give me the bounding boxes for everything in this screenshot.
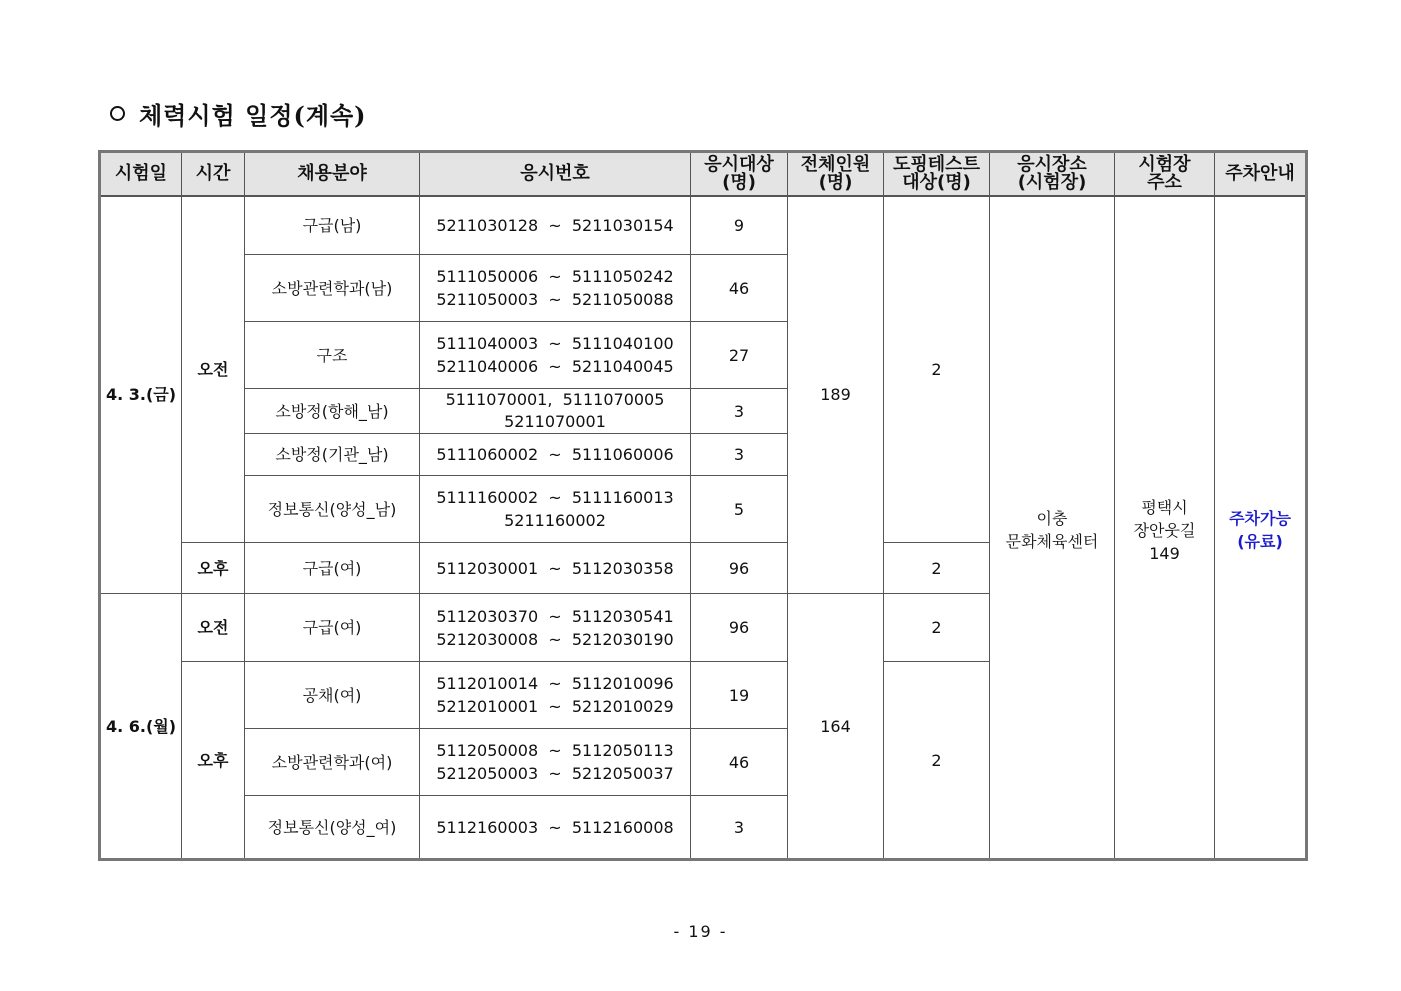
field-cell: 구급(여) — [245, 594, 420, 662]
field-cell: 구급(남) — [245, 196, 420, 255]
time-cell: 오전 — [182, 594, 245, 662]
field-cell: 소방관련학과(여) — [245, 729, 420, 796]
doping-count-cell: 2 — [884, 543, 990, 594]
section-heading — [110, 96, 367, 131]
circle-bullet-icon — [110, 106, 125, 121]
field-cell: 정보통신(양성_여) — [245, 796, 420, 860]
exam-date-cell: 4. 6.(월) — [100, 594, 182, 860]
header-venue: 응시장소 (시험장) — [990, 152, 1115, 196]
header-applicant-number: 응시번호 — [420, 152, 691, 196]
header-doping-count: 도핑테스트 대상(명) — [884, 152, 990, 196]
field-cell: 공채(여) — [245, 662, 420, 729]
table-row — [100, 196, 1307, 255]
field-cell: 정보통신(양성_남) — [245, 476, 420, 543]
number-range-cell: 5112010014 ~ 5112010096 5212010001 ~ 5212010029 — [420, 662, 691, 729]
header-field: 채용분야 — [245, 152, 420, 196]
number-range-cell: 5111050006 ~ 5111050242 5211050003 ~ 5211050088 — [420, 255, 691, 322]
count-cell: 3 — [691, 796, 788, 860]
field-cell: 소방관련학과(남) — [245, 255, 420, 322]
number-range-cell: 5111160002 ~ 5111160013 5211160002 — [420, 476, 691, 543]
section-title: 체력시험 일정(계속) — [139, 101, 367, 130]
count-cell: 96 — [691, 594, 788, 662]
count-cell: 3 — [691, 434, 788, 476]
time-cell: 오전 — [182, 196, 245, 543]
header-exam-date: 시험일 — [100, 152, 182, 196]
header-row — [100, 152, 1307, 196]
total-count-cell: 164 — [788, 594, 884, 860]
address-cell: 평택시 장안웃길 149 — [1115, 196, 1215, 860]
number-range-cell: 5112030370 ~ 5112030541 5212030008 ~ 5212030190 — [420, 594, 691, 662]
header-address: 시험장 주소 — [1115, 152, 1215, 196]
field-cell: 구급(여) — [245, 543, 420, 594]
doping-count-cell: 2 — [884, 196, 990, 543]
header-parking: 주차안내 — [1215, 152, 1307, 196]
count-cell: 46 — [691, 255, 788, 322]
number-range-cell: 5112160003 ~ 5112160008 — [420, 796, 691, 860]
count-cell: 96 — [691, 543, 788, 594]
parking-cell: 주차가능 (유료) — [1215, 196, 1307, 860]
number-range-cell: 5111040003 ~ 5111040100 5211040006 ~ 5211040045 — [420, 322, 691, 389]
number-range-cell: 5111060002 ~ 5111060006 — [420, 434, 691, 476]
field-cell: 소방정(항해_남) — [245, 389, 420, 434]
number-range-cell: 5112050008 ~ 5112050113 5212050003 ~ 5212050037 — [420, 729, 691, 796]
count-cell: 5 — [691, 476, 788, 543]
total-count-cell: 189 — [788, 196, 884, 594]
time-cell: 오후 — [182, 543, 245, 594]
exam-date-cell: 4. 3.(금) — [100, 196, 182, 594]
header-time: 시간 — [182, 152, 245, 196]
time-cell: 오후 — [182, 662, 245, 860]
schedule-table — [98, 150, 1308, 861]
count-cell: 27 — [691, 322, 788, 389]
doping-count-cell: 2 — [884, 594, 990, 662]
field-cell: 소방정(기관_남) — [245, 434, 420, 476]
number-range-cell: 5112030001 ~ 5112030358 — [420, 543, 691, 594]
header-target-count: 응시대상 (명) — [691, 152, 788, 196]
count-cell: 9 — [691, 196, 788, 255]
count-cell: 3 — [691, 389, 788, 434]
number-range-cell: 5211030128 ~ 5211030154 — [420, 196, 691, 255]
number-range-cell: 5111070001, 5111070005 5211070001 — [420, 389, 691, 434]
count-cell: 19 — [691, 662, 788, 729]
header-total-count: 전체인원 (명) — [788, 152, 884, 196]
doping-count-cell: 2 — [884, 662, 990, 860]
count-cell: 46 — [691, 729, 788, 796]
field-cell: 구조 — [245, 322, 420, 389]
page-number: - 19 - — [673, 922, 728, 941]
venue-cell: 이충 문화체육센터 — [990, 196, 1115, 860]
